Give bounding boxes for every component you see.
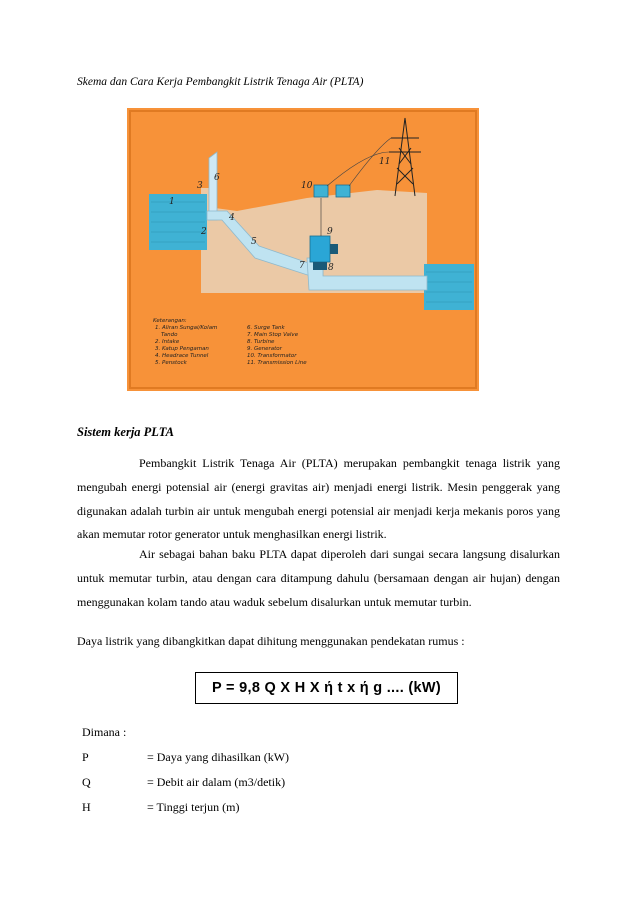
turbine	[313, 262, 327, 270]
surge-tank	[209, 152, 217, 220]
plta-diagram	[127, 108, 479, 391]
svg-text:1. Aliran Sungai/Kolam: 1. Aliran Sungai/Kolam	[155, 325, 218, 331]
svg-text:2. Intake: 2. Intake	[155, 339, 180, 345]
svg-text:7. Main Stop Valve: 7. Main Stop Valve	[247, 332, 299, 338]
num-6: 6	[214, 173, 220, 183]
svg-text:8. Turbine: 8. Turbine	[247, 339, 275, 345]
svg-text:Keterangan:: Keterangan:	[153, 318, 187, 324]
variable-symbol: P	[82, 750, 89, 764]
formula-box	[195, 672, 458, 704]
num-1: 1	[169, 197, 175, 207]
svg-text:4. Headrace Tunnel: 4. Headrace Tunnel	[155, 353, 209, 359]
svg-text:9. Generator: 9. Generator	[247, 346, 282, 352]
formula-text: P = 9,8 Q X H X ή t x ή g .... (kW)	[212, 680, 441, 696]
num-4: 4	[229, 213, 235, 223]
variable-symbol: H	[82, 800, 91, 814]
generator-box	[330, 244, 338, 254]
figure-title: Skema dan Cara Kerja Pembangkit Listrik Tenaga Air (PLTA)	[77, 76, 364, 88]
variable-description: = Tinggi terjun (m)	[147, 800, 240, 814]
num-3: 3	[197, 181, 203, 191]
num-2: 2	[201, 227, 207, 237]
svg-text:5. Penstock: 5. Penstock	[155, 360, 187, 366]
svg-text:Tando: Tando	[161, 332, 178, 338]
num-5: 5	[251, 237, 257, 247]
svg-text:6. Surge Tank: 6. Surge Tank	[247, 325, 285, 331]
variable-description: = Debit air dalam (m3/detik)	[147, 775, 286, 789]
river-right	[424, 264, 474, 310]
num-10: 10	[301, 181, 313, 191]
variable-description: = Daya yang dihasilkan (kW)	[147, 750, 290, 764]
num-11: 11	[379, 157, 391, 167]
paragraph-1: Pembangkit Listrik Tenaga Air (PLTA) merupakan pembangkit tenaga listrik yang mengubah energi potensial air (energi gravitas air) menjadi energi listrik. Mesin penggerak yang digunakan adalah turbin air untuk mengubah energi potensial air menjadi kerja mekanis poros yang akan memutar rotor generator untuk menghasilkan energi listrik.	[77, 456, 560, 542]
dimana-label: Dimana :	[82, 725, 127, 739]
section-title: Sistem kerja PLTA	[77, 425, 174, 439]
svg-text:3. Katup Pengaman: 3. Katup Pengaman	[155, 346, 209, 352]
generator	[310, 236, 330, 262]
svg-text:10. Transformator: 10. Transformator	[247, 353, 297, 359]
num-9: 9	[327, 227, 333, 237]
paragraph-2: Air sebagai bahan baku PLTA dapat diperoleh dari sungai secara langsung disalurkan untuk memutar turbin, atau dengan cara ditampung dahulu (bersamaan dengan air hujan) dengan menggunakan kolam tando atau waduk sebelum disalurkan untuk memutar turbin.	[77, 547, 560, 609]
paragraph-3: Daya listrik yang dibangkitkan dapat dihitung menggunakan pendekatan rumus :	[77, 634, 465, 648]
num-7: 7	[299, 261, 305, 271]
num-8: 8	[328, 263, 334, 273]
svg-text:11. Transmission Line: 11. Transmission Line	[247, 360, 307, 366]
variable-symbol: Q	[82, 775, 91, 789]
